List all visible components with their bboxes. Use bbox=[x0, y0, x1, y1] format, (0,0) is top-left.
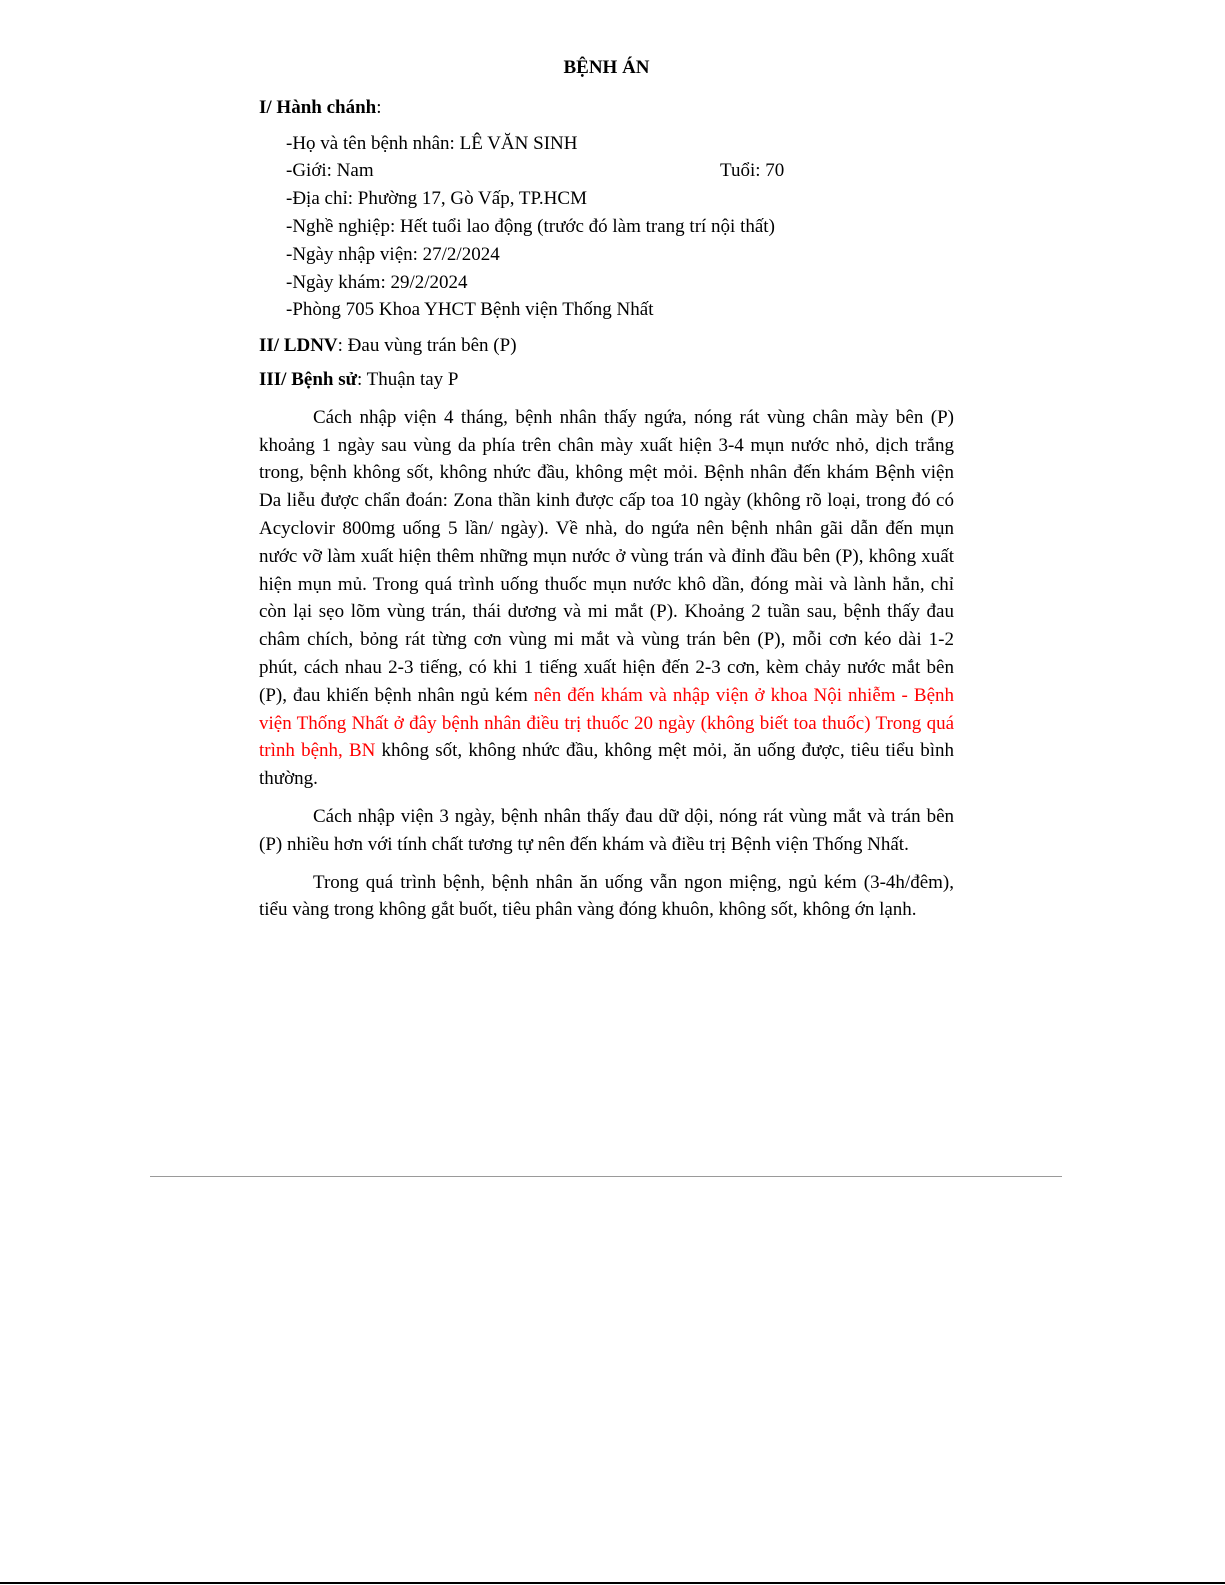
patient-gender: -Giới: Nam bbox=[286, 160, 374, 182]
section-reason-title: II/ LDNV bbox=[259, 335, 338, 357]
section-history-heading bbox=[259, 366, 954, 394]
history-paragraph-1 bbox=[259, 404, 954, 793]
section-administrative-heading bbox=[259, 94, 954, 122]
patient-info-list bbox=[286, 130, 954, 325]
history-paragraph-3: Trong quá trình bệnh, bệnh nhân ăn uống vẫn ngon miệng, ngủ kém (3-4h/đêm), tiểu vàng trong không gắt buốt, tiêu phân vàng đóng khuôn, không sốt, không ớn lạnh. bbox=[259, 871, 954, 921]
section-administrative-title: I/ Hành chánh bbox=[259, 96, 377, 118]
section-history-text: : Thuận tay P bbox=[357, 368, 459, 390]
history-paragraph-1-end: không sốt, không nhức đầu, không mệt mỏi, ăn uống được, tiêu tiểu bình thường. bbox=[259, 740, 954, 790]
page-bottom-border bbox=[0, 1582, 1225, 1584]
exam-date: -Ngày khám: 29/2/2024 bbox=[286, 271, 468, 293]
section-reason-text: : Đau vùng trán bên (P) bbox=[337, 335, 517, 357]
history-paragraph-1-highlight: nên đến khám và nhập viện ở khoa Nội nhiễm - Bệnh viện Thống Nhất ở đây bệnh nhân điều trị thuốc 20 ngày (không biết toa thuốc) Trong quá trình bệnh, BN bbox=[259, 684, 955, 762]
page-divider bbox=[150, 1176, 1062, 1177]
section-history-title: III/ Bệnh sử bbox=[259, 368, 357, 390]
patient-name: -Họ và tên bệnh nhân: LÊ VĂN SINH bbox=[286, 132, 578, 154]
section-administrative-colon: : bbox=[376, 96, 382, 118]
patient-room: -Phòng 705 Khoa YHCT Bệnh viện Thống Nhất bbox=[286, 299, 654, 321]
admission-date: -Ngày nhập viện: 27/2/2024 bbox=[286, 243, 500, 265]
history-paragraph-1-main: Cách nhập viện 4 tháng, bệnh nhân thấy ngứa, nóng rát vùng chân mày bên (P) khoảng 1 ngày sau vùng da phía trên chân mày xuất hiện 3-4 mụn nước nhỏ, dịch trắng trong, bệnh không sốt, không nhức đầu, không mệt mỏi. Bệnh nhân đến khám Bệnh viện Da liễu được chẩn đoán: Zona thần kinh được cấp toa 10 ngày (không rõ loại, trong đó có Acyclovir 800mg uống 5 lần/ ngày). Về nhà, do ngứa nên bệnh nhân gãi dẫn đến mụn nước vỡ làm xuất hiện thêm những mụn nước ở vùng trán và đỉnh đầu bên (P), không xuất hiện mụn mủ. Trong quá trình uống thuốc mụn nước khô dần, đóng mài và lành hẳn, chỉ còn lại sẹo lõm vùng trán, thái dương và mi mắt (P). Khoảng 2 tuần sau, bệnh thấy đau châm chích, bỏng rát từng cơn vùng mi mắt và vùng trán bên (P), mỗi cơn kéo dài 1-2 phút, cách nhau 2-3 tiếng, có khi 1 tiếng xuất hiện đến 2-3 cơn, kèm chảy nước mắt bên (P), đau khiến bệnh nhân ngủ kém bbox=[259, 406, 954, 706]
document-title: BỆNH ÁN bbox=[563, 57, 650, 78]
history-paragraph-2: Cách nhập viện 3 ngày, bệnh nhân thấy đau dữ dội, nóng rát vùng mắt và trán bên (P) nhiều hơn với tính chất tương tự nên đến khám và điều trị Bệnh viện Thống Nhất. bbox=[259, 805, 954, 855]
patient-age: Tuổi: 70 bbox=[720, 160, 785, 182]
patient-job: -Nghề nghiệp: Hết tuổi lao động (trước đó làm trang trí nội thất) bbox=[286, 215, 775, 237]
document-page bbox=[259, 50, 954, 924]
section-reason-heading bbox=[259, 332, 954, 360]
patient-gender-row bbox=[286, 157, 954, 185]
patient-address: -Địa chỉ: Phường 17, Gò Vấp, TP.HCM bbox=[286, 188, 587, 210]
